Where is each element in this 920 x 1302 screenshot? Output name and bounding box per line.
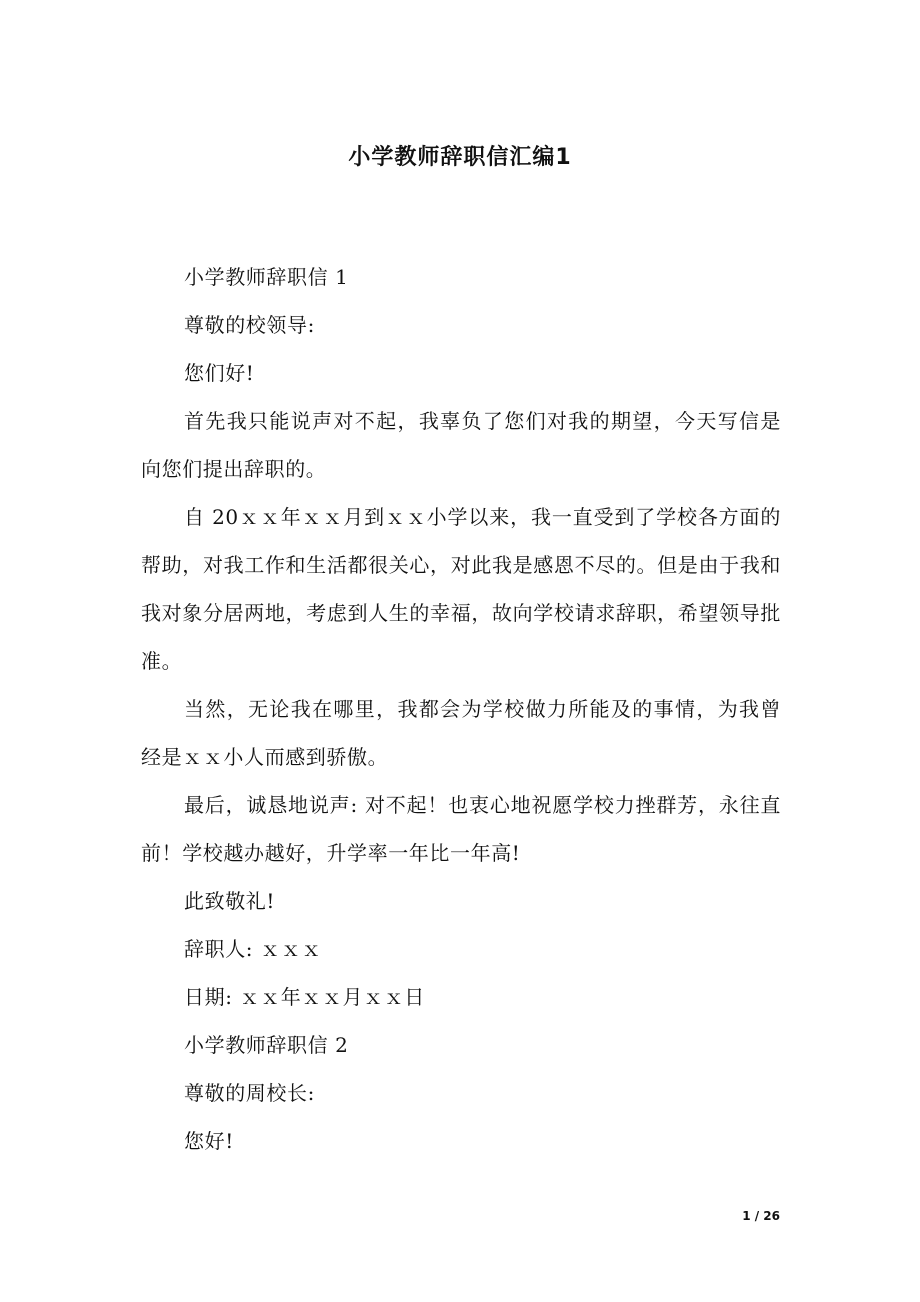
paragraph-wishes: 最后，诚恳地说声: 对不起！也衷心地祝愿学校力挫群芳，永往直前！学校越办越好，升学率一年比一年高! [141,793,781,865]
paragraph-apology: 首先我只能说声对不起，我辜负了您们对我的期望，今天写信是向您们提出辞职的。 [141,409,781,481]
paragraph-date: 日期: ｘｘ年ｘｘ月ｘｘ日 [184,985,425,1009]
paragraph-closing: 此致敬礼! [184,889,276,913]
paragraph-signer: 辞职人: ｘｘｘ [184,937,322,961]
document-title: 小学教师辞职信汇编1 [348,145,572,170]
paragraph-salutation-2: 尊敬的周校长: [184,1081,315,1105]
paragraph-heading-letter-1: 小学教师辞职信 1 [184,265,349,289]
page-number: 1 / 26 [742,1209,780,1223]
paragraph-heading-letter-2: 小学教师辞职信 2 [184,1033,349,1057]
paragraph-greeting: 您们好! [184,361,255,385]
paragraph-reason: 自 20ｘｘ年ｘｘ月到ｘｘ小学以来，我一直受到了学校各方面的帮助，对我工作和生活都很关心，对此我是感恩不尽的。但是由于我和我对象分居两地，考虑到人生的幸福，故向学校请求辞职，希望领导批准。 [141,505,781,673]
paragraph-greeting-2: 您好! [184,1129,234,1153]
document-body [141,253,781,1165]
paragraph-salutation: 尊敬的校领导: [184,313,315,337]
paragraph-pride: 当然，无论我在哪里，我都会为学校做力所能及的事情，为我曾经是ｘｘ小人而感到骄傲。 [141,697,781,769]
